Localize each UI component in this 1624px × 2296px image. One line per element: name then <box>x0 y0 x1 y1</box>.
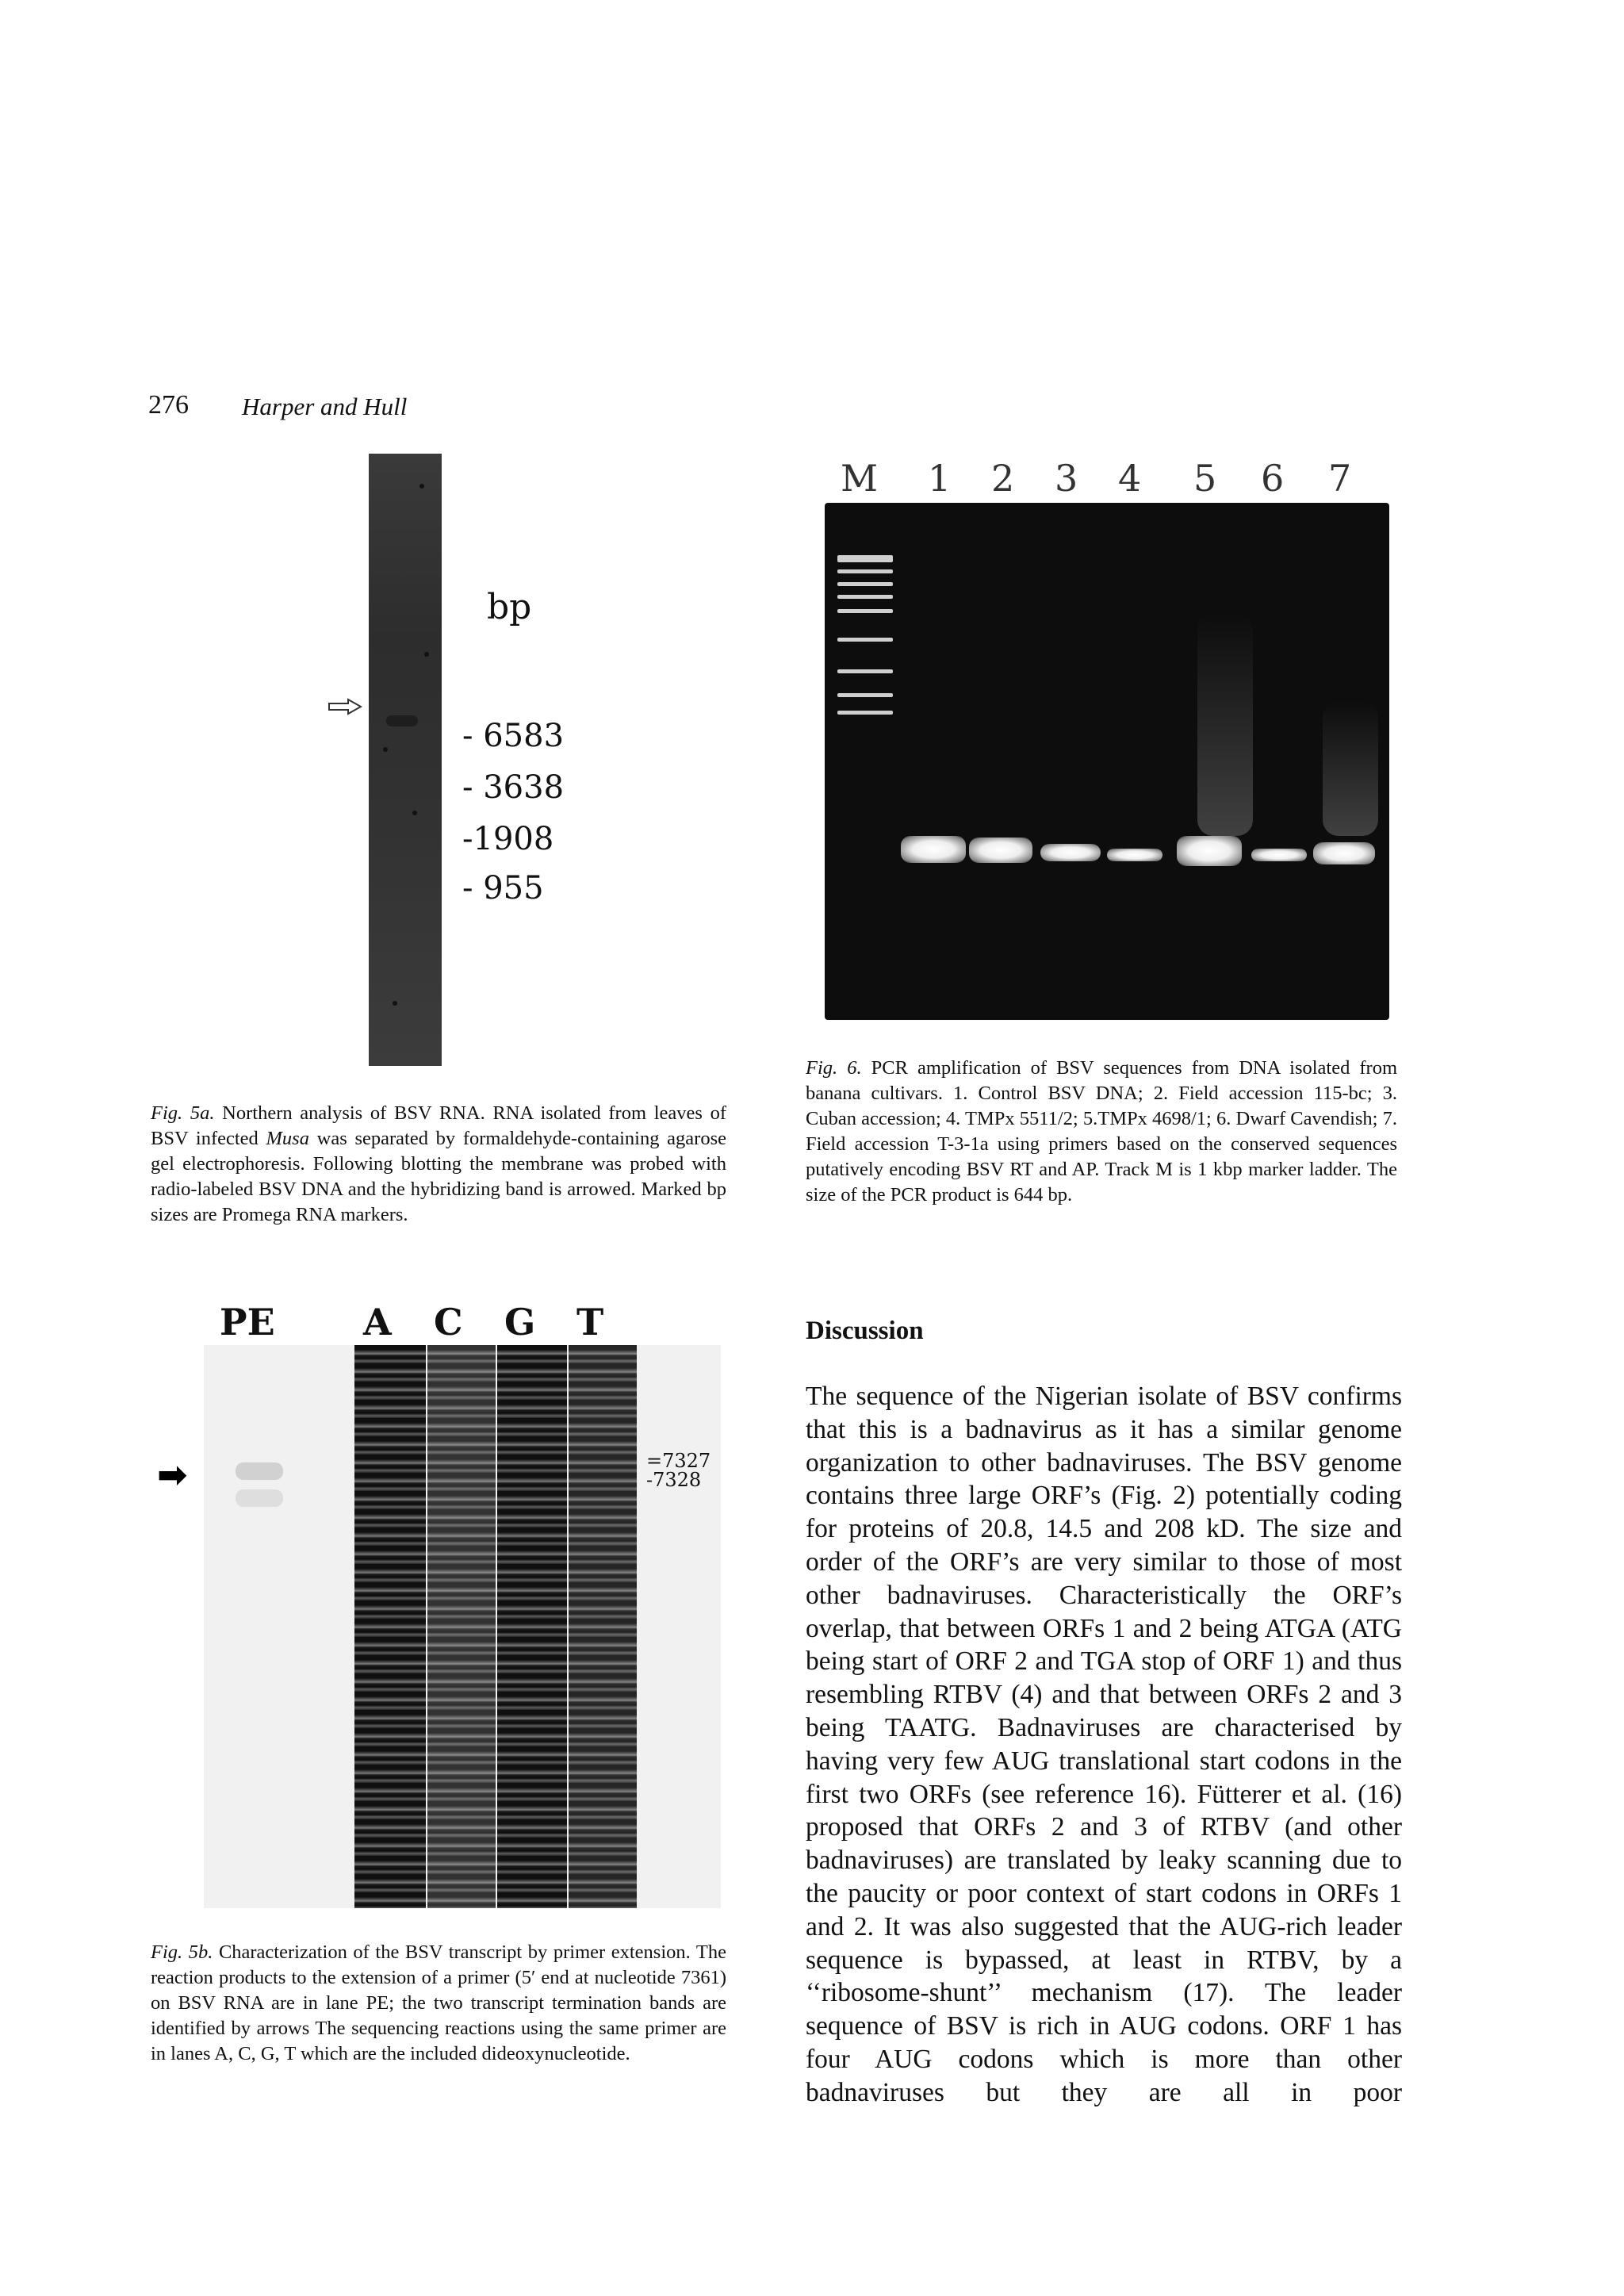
figure-5b-caption <box>151 1940 726 2067</box>
gel-smear <box>1197 614 1253 836</box>
pcr-band <box>1040 844 1101 861</box>
band-mark: =7327 <box>646 1450 711 1472</box>
pe-band <box>236 1462 283 1480</box>
lane-label: T <box>576 1301 604 1343</box>
sequencing-lane <box>354 1345 426 1908</box>
caption-label: Fig. 5a. <box>151 1102 215 1124</box>
ladder-band <box>837 609 893 613</box>
size-marker: - 3638 <box>462 769 565 806</box>
pcr-band <box>1251 849 1307 861</box>
caption-text: PCR amplification of BSV sequences from DNA isolated from banana cultivars. 1. Control BSV DNA; 2. Field accession 115-bc; 3. Cuban accession; 4. TMPx 5511/2; 5.TMPx 4698/1; 6. Dwarf Cavendish; 7. Field accession T-3-1a using primers based on the conserved sequences putatively encoding BSV RT and AP. Track M is 1 kbp marker ladder. The size of the PCR product is 644 bp. <box>806 1057 1398 1205</box>
lane-label: 7 <box>1328 457 1352 500</box>
page-number: 276 <box>148 390 189 420</box>
lane-label: G <box>504 1301 536 1343</box>
lane-label: 1 <box>928 457 952 500</box>
lane-label: 5 <box>1193 457 1217 500</box>
size-marker: - 6583 <box>462 718 565 754</box>
blot-speck <box>383 747 388 752</box>
caption-label: Fig. 6. <box>806 1057 862 1079</box>
size-marker: - 955 <box>462 870 544 907</box>
bp-axis-label: bp <box>487 587 532 627</box>
pcr-band <box>1313 842 1375 864</box>
sequencing-gel-image <box>204 1345 721 1908</box>
northern-blot-image <box>369 454 442 1066</box>
caption-label: Fig. 5b. <box>151 1941 213 1963</box>
lane-label: 2 <box>991 457 1015 500</box>
ladder-band <box>837 555 893 562</box>
blot-speck <box>393 1001 397 1006</box>
ladder-band <box>837 582 893 586</box>
caption-text: Northern analysis of BSV RNA. RNA isolated from leaves of BSV infected <box>151 1102 726 1149</box>
double-arrow-icon: ➡ <box>157 1453 188 1496</box>
lane-label: A <box>363 1301 392 1343</box>
section-heading: Discussion <box>806 1317 924 1345</box>
band-mark: -7328 <box>646 1469 702 1491</box>
figure-5a-caption <box>151 1101 726 1228</box>
caption-italic: Musa <box>266 1128 309 1149</box>
size-marker: -1908 <box>462 821 554 857</box>
blot-speck <box>424 652 429 657</box>
figure-6-caption <box>806 1056 1397 1208</box>
ladder-band <box>837 711 893 715</box>
gel-smear <box>1323 701 1378 836</box>
pcr-band <box>901 836 966 863</box>
sequencing-lane <box>427 1345 496 1908</box>
ladder-band <box>837 569 893 573</box>
lane-label: 3 <box>1055 457 1078 500</box>
pcr-band <box>1107 849 1162 861</box>
ladder-band <box>837 638 893 642</box>
lane-label: 4 <box>1118 457 1142 500</box>
sequencing-lane <box>569 1345 637 1908</box>
lane-label: C <box>434 1301 463 1343</box>
pcr-band <box>969 838 1032 863</box>
pcr-band <box>1177 836 1242 866</box>
hybridizing-band <box>386 715 418 726</box>
lane-label: M <box>841 457 879 500</box>
lane-label: 6 <box>1261 457 1285 500</box>
pe-band <box>236 1489 283 1507</box>
blot-speck <box>419 484 424 489</box>
body-paragraph: The sequence of the Nigerian isolate of BSV confirms that this is a badnavirus as it has a similar genome organization to other badnaviruses. The BSV genome contains three large ORF’s (Fig. 2) potentially coding for proteins of 20.8, 14.5 and 208 kD. The size and order of the ORF’s are very similar to those of most other badnaviruses. Characteristically the ORF’s overlap, that between ORFs 1 and 2 being ATGA (ATG being start of ORF 2 and TGA stop of ORF 1) and thus resembling RTBV (4) and that between ORFs 2 and 3 being TAATG. Badnaviruses are characterised by having very few AUG translational start codons in the first two ORFs (see reference 16). Fütterer et al. (16) proposed that ORFs 2 and 3 of RTBV (and other badnaviruses) are translated by leaky scanning due to the paucity or poor context of start codons in ORFs 1 and 2. It was also suggested that the AUG-rich leader sequence is bypassed, at least in RTBV, by a ‘‘ribosome-shunt’’ mechanism (17). The leader sequence of BSV is rich in AUG codons. ORF 1 has four AUG codons which is more than other badnaviruses but they are all in poor <box>806 1382 1402 2107</box>
sequencing-lane <box>497 1345 567 1908</box>
ladder-band <box>837 693 893 697</box>
pcr-gel-image <box>825 503 1389 1020</box>
blot-speck <box>412 811 417 815</box>
caption-text: Characterization of the BSV transcript by primer extension. The reaction products to the extension of a primer (5′ end at nucleotide 7361) on BSV RNA are in lane PE; the two transcript termination bands are identified by arrows The sequencing reactions using the same primer are in lanes A, C, G, T which are the included dideoxynucleotide. <box>151 1941 726 2064</box>
caption-text: was separated by formaldehyde-containing agarose gel electrophoresis. Following blotting the membrane was probed with radio-labeled BSV DNA and the hybridizing band is arrowed. Marked bp sizes are Promega RNA markers. <box>151 1128 726 1225</box>
lane-label: PE <box>220 1301 275 1343</box>
arrow-icon <box>327 698 362 715</box>
ladder-band <box>837 595 893 599</box>
band-position-marks <box>646 1451 710 1489</box>
running-head: Harper and Hull <box>242 393 408 420</box>
ladder-band <box>837 669 893 673</box>
